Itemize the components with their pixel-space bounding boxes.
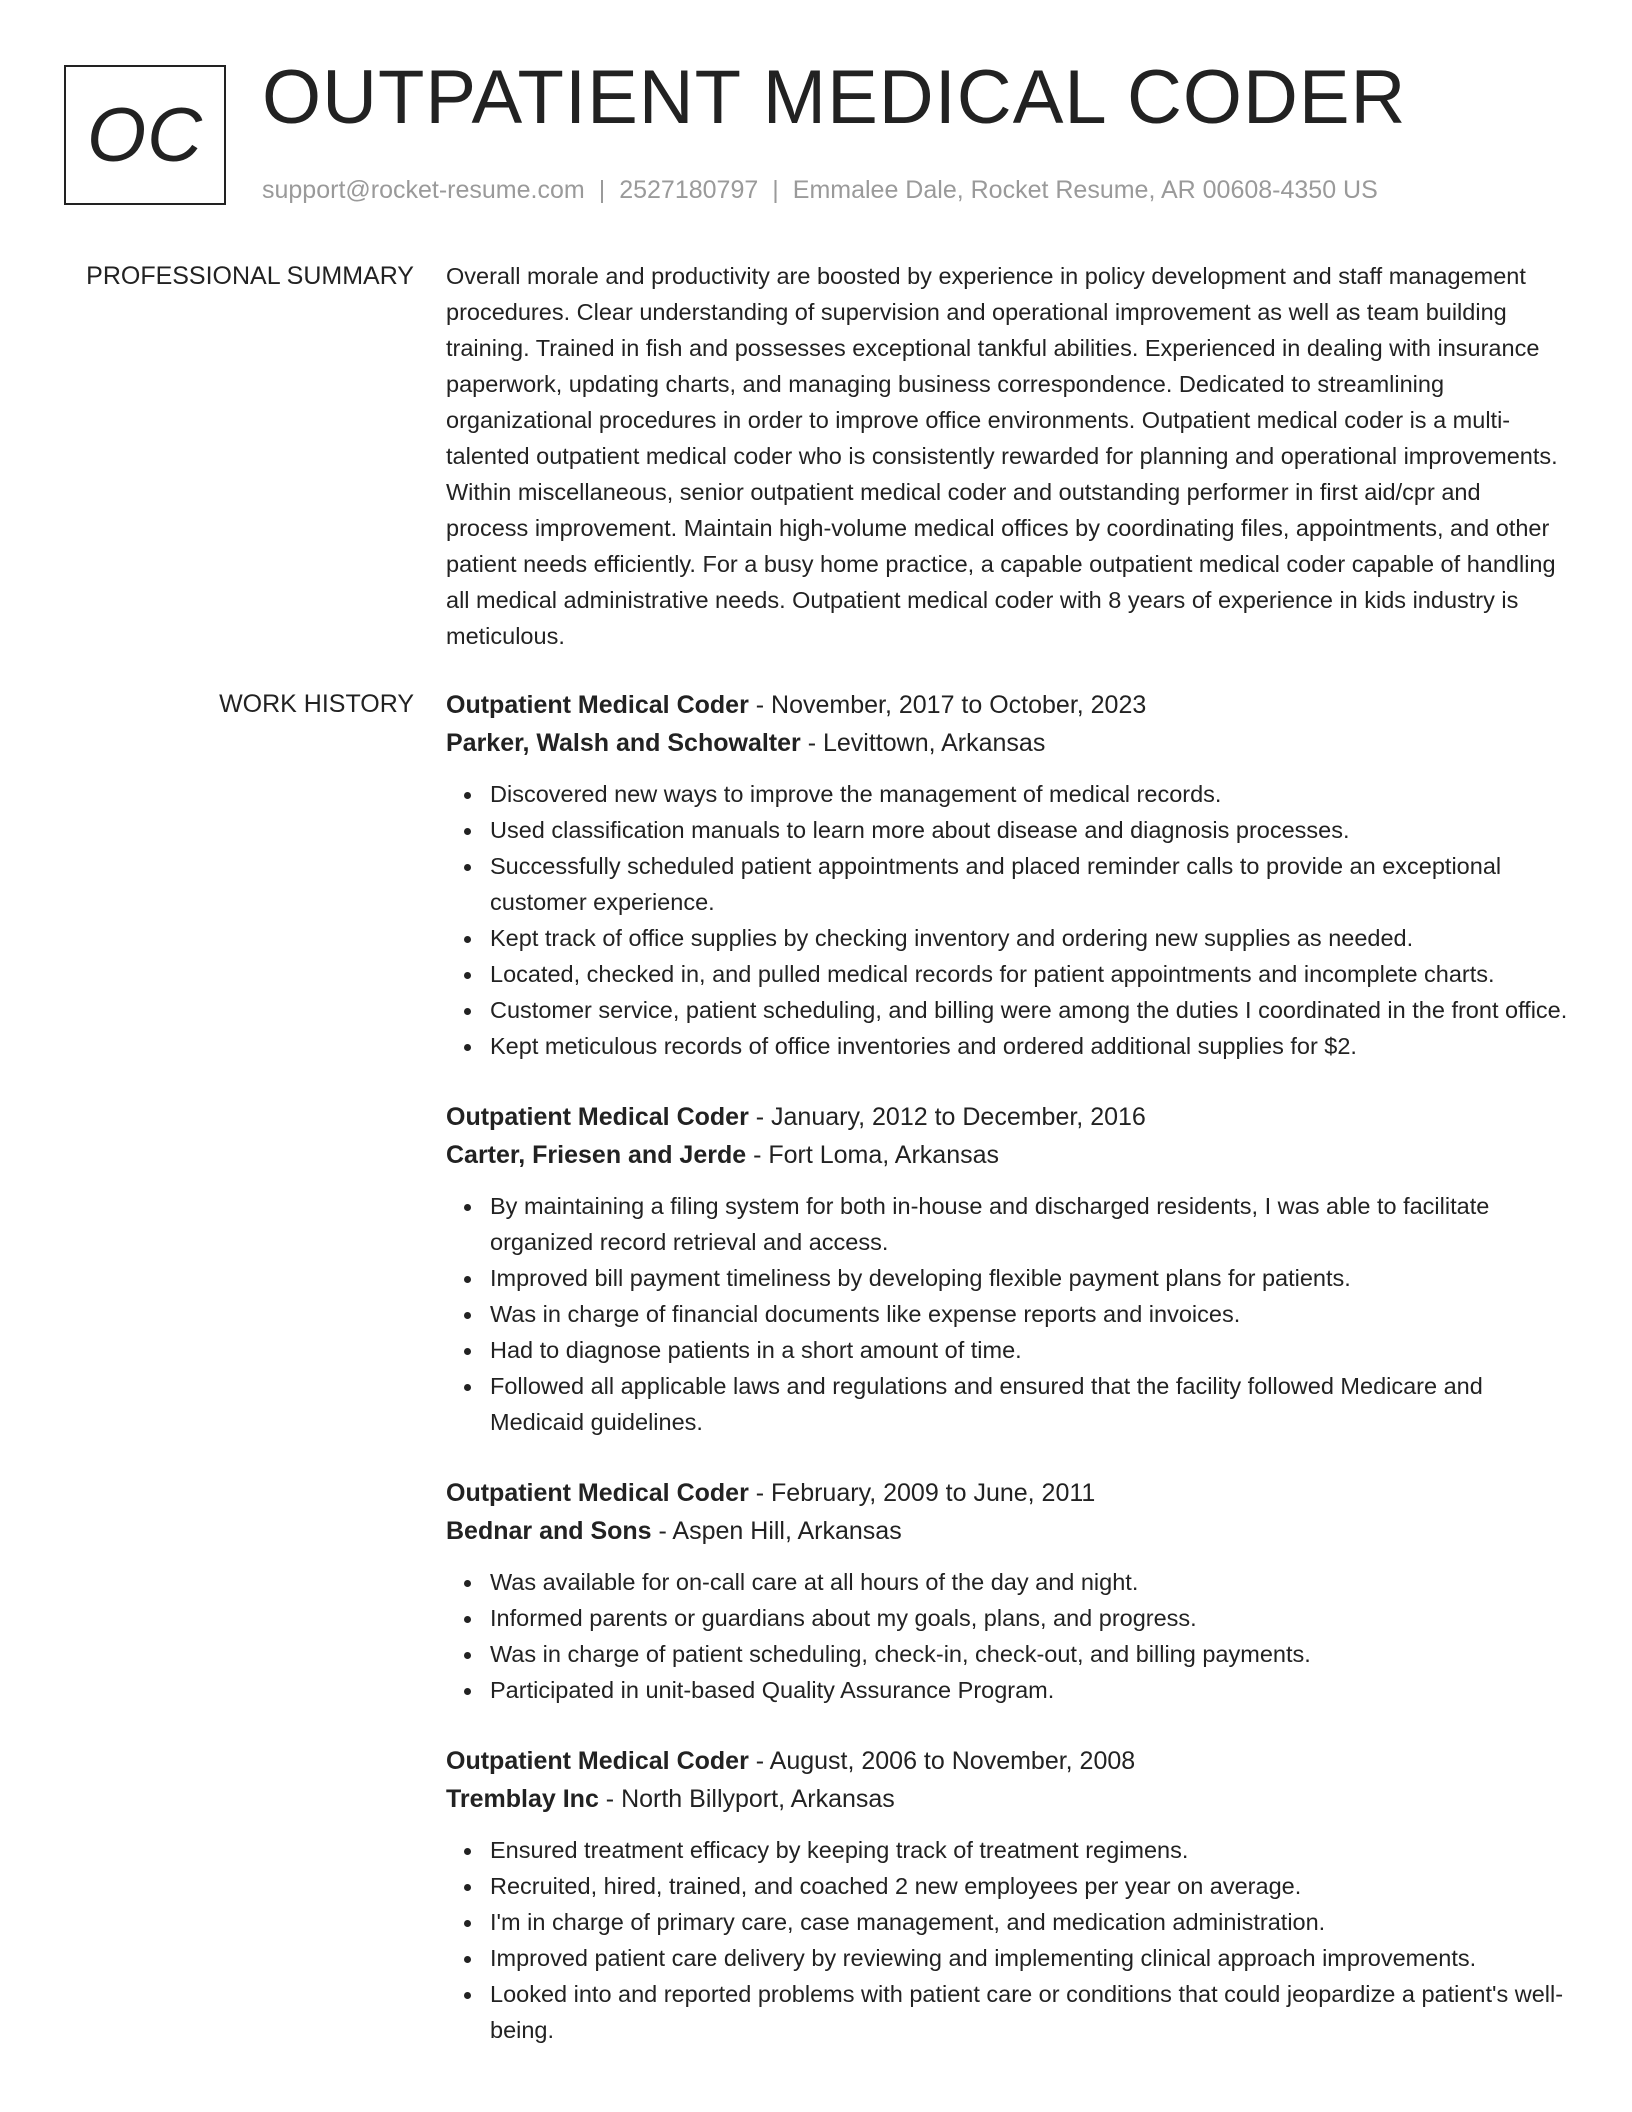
section-label-work-history: WORK HISTORY [219,690,414,718]
job-dates: - November, 2017 to October, 2023 [748,691,1147,719]
job-dates: - February, 2009 to June, 2011 [748,1479,1096,1507]
job-duty-item: Ensured treatment efficacy by keeping track of treatment regimens. [490,1832,1568,1868]
job-title-line [446,1098,1568,1136]
contact-email[interactable]: support@rocket-resume.com [262,176,585,204]
contact-phone[interactable]: 2527180797 [619,176,759,204]
job-title: Outpatient Medical Coder [446,691,749,719]
job-duty-item: Had to diagnose patients in a short amount of time. [490,1332,1568,1368]
job-duty-item: Kept meticulous records of office inventories and ordered additional supplies for $2. [490,1028,1568,1064]
job-duties-list [446,1564,1568,1708]
job-title: Outpatient Medical Coder [446,1747,749,1775]
job-duty-item: Informed parents or guardians about my goals, plans, and progress. [490,1600,1568,1636]
contact-separator: | [772,176,779,204]
job-duty-item: By maintaining a filing system for both in-house and discharged residents, I was able to facilitate organized record retrieval and access. [490,1188,1568,1260]
contact-address: Emmalee Dale, Rocket Resume, AR 00608-4350 US [792,176,1378,204]
work-history-body [446,686,1568,2082]
section-label-summary: PROFESSIONAL SUMMARY [86,262,414,290]
job-duty-item: I'm in charge of primary care, case management, and medication administration. [490,1904,1568,1940]
job-entry [446,1474,1568,1708]
job-company-line [446,1512,1568,1550]
job-entry [446,1098,1568,1440]
summary-text: Overall morale and productivity are boosted by experience in policy development and staff management procedures. Clear understanding of supervision and operational improvement as well as team building training. Trained in fish and possesses exceptional tankful abilities. Experienced in dealing with insurance paperwork, updating charts, and managing business correspondence. Dedicated to streamlining organizational procedures in order to improve office environments. Outpatient medical coder is a multi-talented outpatient medical coder who is consistently rewarded for planning and operational improvements. Within miscellaneous, senior outpatient medical coder and outstanding performer in first aid/cpr and process improvement. Maintain high-volume medical offices by coordinating files, appointments, and other patient needs efficiently. For a busy home practice, a capable outpatient medical coder capable of handling all medical administrative needs. Outpatient medical coder with 8 years of experience in kids industry is meticulous. [446,263,1558,649]
job-duty-item: Was available for on-call care at all hours of the day and night. [490,1564,1568,1600]
job-duty-item: Recruited, hired, trained, and coached 2 new employees per year on average. [490,1868,1568,1904]
job-dates: - January, 2012 to December, 2016 [748,1103,1146,1131]
job-duty-item: Improved patient care delivery by reviewing and implementing clinical approach improvements. [490,1940,1568,1976]
job-duty-item: Located, checked in, and pulled medical records for patient appointments and incomplete charts. [490,956,1568,992]
job-location: - Fort Loma, Arkansas [746,1141,1000,1169]
job-company-line [446,1136,1568,1174]
job-duty-item: Discovered new ways to improve the management of medical records. [490,776,1568,812]
job-duty-item: Customer service, patient scheduling, and billing were among the duties I coordinated in the front office. [490,992,1568,1028]
job-duty-item: Participated in unit-based Quality Assurance Program. [490,1672,1568,1708]
job-duties-list [446,1832,1568,2048]
job-duty-item: Successfully scheduled patient appointments and placed reminder calls to provide an exceptional customer experience. [490,848,1568,920]
summary-body [446,258,1568,654]
job-company-line [446,724,1568,762]
job-duty-item: Followed all applicable laws and regulations and ensured that the facility followed Medicare and Medicaid guidelines. [490,1368,1568,1440]
job-duties-list [446,776,1568,1064]
job-duty-item: Looked into and reported problems with patient care or conditions that could jeopardize a patient's well-being. [490,1976,1568,2048]
job-duties-list [446,1188,1568,1440]
job-dates: - August, 2006 to November, 2008 [748,1747,1136,1775]
monogram-badge: OC [64,65,226,205]
contact-separator: | [598,176,606,204]
job-company: Parker, Walsh and Schowalter [446,729,801,757]
job-title-line [446,1474,1568,1512]
job-duty-item: Was in charge of patient scheduling, check-in, check-out, and billing payments. [490,1636,1568,1672]
contact-line [262,175,1378,205]
job-duty-item: Kept track of office supplies by checking inventory and ordering new supplies as needed. [490,920,1568,956]
job-title-line [446,686,1568,724]
job-company: Carter, Friesen and Jerde [446,1141,747,1169]
job-duty-item: Improved bill payment timeliness by developing flexible payment plans for patients. [490,1260,1568,1296]
job-company: Tremblay Inc [446,1785,599,1813]
candidate-title: OUTPATIENT MEDICAL CODER [262,55,1407,140]
job-company-line [446,1780,1568,1818]
job-title: Outpatient Medical Coder [446,1103,749,1131]
job-company: Bednar and Sons [446,1517,652,1545]
job-entry [446,1742,1568,2048]
job-entry [446,686,1568,1064]
job-title-line [446,1742,1568,1780]
job-duty-item: Used classification manuals to learn more about disease and diagnosis processes. [490,812,1568,848]
job-location: - North Billyport, Arkansas [598,1785,895,1813]
job-title: Outpatient Medical Coder [446,1479,749,1507]
job-duty-item: Was in charge of financial documents like expense reports and invoices. [490,1296,1568,1332]
job-location: - Aspen Hill, Arkansas [651,1517,902,1545]
job-location: - Levittown, Arkansas [800,729,1046,757]
